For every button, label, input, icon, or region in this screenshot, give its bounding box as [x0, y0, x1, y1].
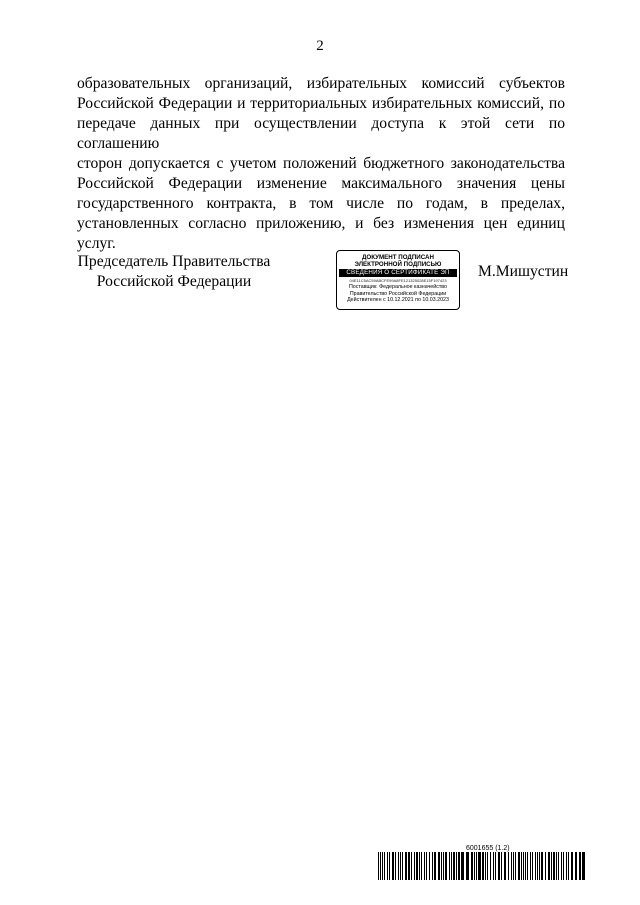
body-line: передаче данных при осуществлении доступа к этой сети по соглашению — [77, 115, 565, 152]
body-line: Российской Федерации и территориальных избирательных комиссий, по — [77, 95, 565, 112]
signatory-title-line1: Председатель Правительства — [77, 253, 271, 270]
stamp-serial: 04E11C5AC59ABCFE99A8FE121325028E15F197423 — [349, 278, 447, 283]
stamp-owner: Правительство Российской Федерации — [349, 290, 447, 297]
stamp-line1: ДОКУМЕНТ ПОДПИСАН — [362, 254, 434, 261]
body-line: Российской Федерации изменение максимального значения цены — [77, 175, 565, 192]
body-text — [77, 74, 565, 254]
barcode-icon — [378, 852, 587, 880]
body-line: государственного контракта, в том числе по годам, в пределах, — [77, 195, 565, 212]
page-number: 2 — [316, 38, 324, 54]
stamp-line2: ЭЛЕКТРОННОЙ ПОДПИСЬЮ — [354, 261, 442, 268]
signatory-title-line2: Российской Федерации — [96, 273, 252, 290]
signer-name: М.Мишустин — [478, 263, 569, 280]
body-line: сторон допускается с учетом положений бюджетного законодательства — [77, 155, 565, 172]
body-line: образовательных организаций, избирательных комиссий субъектов — [77, 75, 565, 92]
stamp-validity: Действителен с 10.12.2021 по 10.03.2023 — [347, 297, 449, 303]
electronic-signature-stamp — [336, 250, 460, 310]
body-line: установленных согласно приложению, и без изменения цен единиц услуг. — [77, 215, 565, 252]
barcode-caption: 6001655 (1.2) — [466, 845, 510, 852]
stamp-issuer: Поставщик: Федеральное казначейство — [349, 284, 447, 290]
stamp-header: СВЕДЕНИЯ О СЕРТИФИКАТЕ ЭП — [339, 269, 457, 277]
signatory-title — [76, 252, 272, 292]
